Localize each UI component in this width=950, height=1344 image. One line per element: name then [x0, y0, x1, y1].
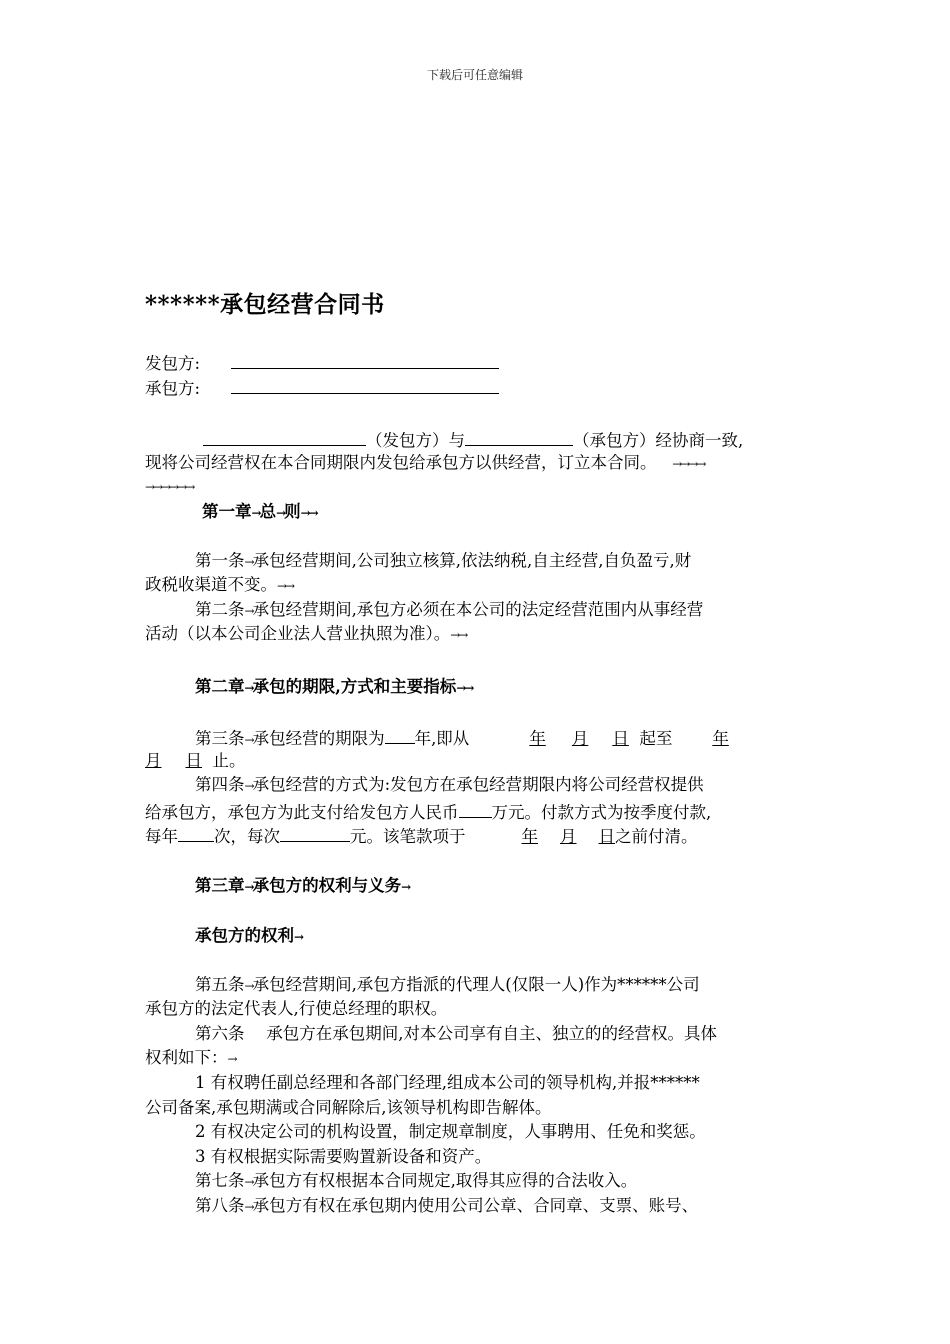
rights-subheading	[145, 924, 810, 949]
item-1-text-cont: 公司备案,承包期满或合同解除后,该领导机构即告解体。	[145, 1098, 552, 1117]
item-3-text: 3 有权根据实际需要购置新设备和资产。	[195, 1147, 492, 1166]
article-3-text-d: 止。	[212, 751, 246, 770]
intro-line-1	[145, 426, 810, 452]
arrow-mark: →	[401, 880, 410, 894]
arrow-mark: →	[244, 779, 253, 793]
arrow-mark: →	[244, 681, 253, 695]
end-year-label: 年	[712, 729, 729, 748]
chapter-3-title: 承包方的权利与义务	[252, 876, 402, 895]
article-4-line-3	[145, 822, 810, 848]
article-5-line-1	[145, 973, 810, 998]
chapter-2-label: 第二章	[195, 677, 245, 696]
end-month: 月	[145, 751, 162, 770]
contractor-name-blank	[465, 426, 573, 446]
arrow-marks: →→	[277, 579, 294, 593]
article-7-line	[145, 1169, 810, 1194]
article-4-text-c: 万元。付款方式为按季度付款,	[491, 803, 712, 822]
payment-month: 月	[560, 827, 577, 846]
article-3-label: 第三条	[195, 729, 245, 748]
item-2-line	[145, 1120, 810, 1143]
article-2-text-cont: 活动（以本公司企业法人营业执照为准）。	[145, 624, 451, 643]
document-title: ******承包经营合同书	[145, 291, 385, 318]
chapter-1-label: 第一章	[202, 502, 252, 521]
article-4-text-e: 次，每次	[214, 827, 280, 846]
arrow-mark: →	[244, 604, 253, 618]
header-note: 下载后可任意编辑	[426, 68, 523, 82]
payment-date	[466, 827, 616, 846]
end-year	[672, 729, 729, 748]
intro-text-c: 现将公司经营权在本合同期限内发包给承包方以供经营，订立本合同。	[145, 453, 657, 472]
arrow-mark: →	[251, 506, 260, 520]
arrow-marks: →→	[300, 506, 317, 520]
intro-line-2	[145, 451, 810, 476]
article-6-text: 第六条 承包方在承包期间,对本公司享有自主、独立的的经营权。具体	[195, 1024, 717, 1043]
chapter-2-title: 承包的期限,方式和主要指标	[252, 677, 457, 696]
contractor-line	[145, 374, 810, 400]
article-4-text-a: 承包经营的方式为:发包方在承包经营期限内将公司经营权提供	[252, 775, 704, 794]
article-7-text: 承包方有权根据本合同规定,取得其应得的合法收入。	[252, 1171, 638, 1190]
arrow-line	[145, 474, 810, 499]
chapter-1-title-a: 总	[259, 502, 277, 521]
article-2-line-2	[145, 622, 810, 647]
article-2-line-1	[145, 598, 810, 623]
contractor-label: 承包方:	[145, 379, 201, 398]
article-3-line-2	[145, 749, 810, 772]
article-1-label: 第一条	[195, 551, 245, 570]
article-5-label: 第五条	[195, 975, 245, 994]
article-1-text-cont: 政税收渠道不变。	[145, 575, 277, 594]
article-8-line	[145, 1194, 810, 1219]
rights-subheading-text: 承包方的权利	[195, 926, 294, 945]
issuer-label: 发包方:	[145, 354, 201, 373]
article-1-text: 承包经营期间,公司独立核算,依法纳税,自主经营,自负盈亏,财	[252, 551, 692, 570]
years-blank	[385, 724, 415, 744]
payment-year: 年	[521, 827, 538, 846]
article-4-text-d: 每年	[145, 827, 178, 846]
arrow-mark: →	[244, 733, 253, 747]
article-4-line-1	[145, 773, 810, 798]
article-5-line-2	[145, 997, 810, 1020]
article-5-text-cont: 承包方的法定代表人,行使总经理的职权。	[145, 999, 448, 1018]
article-4-text-b: 给承包方，承包方为此支付给发包方人民币	[145, 803, 459, 822]
article-4-text-g: 之前付清。	[615, 827, 698, 846]
item-1-line-1	[145, 1071, 810, 1094]
article-3-text-c: 起至	[639, 729, 673, 748]
arrow-mark: →	[294, 930, 303, 944]
chapter-1-heading	[145, 500, 810, 525]
article-3-text-b: 年,即从	[414, 729, 470, 748]
article-5-text: 承包经营期间,承包方指派的代理人(仅限一人)作为******公司	[252, 975, 700, 994]
arrow-marks: →→	[456, 681, 473, 695]
start-month: 月	[571, 729, 589, 748]
end-day: 日	[185, 751, 202, 770]
payment-day: 日	[598, 827, 615, 846]
article-6-text-cont: 权利如下：	[145, 1048, 228, 1067]
issuer-line	[145, 349, 810, 375]
times-blank	[178, 822, 214, 842]
article-8-label: 第八条	[195, 1196, 245, 1215]
article-4-text-f: 元。该笔款项于	[350, 827, 466, 846]
arrow-mark: →	[244, 1200, 253, 1214]
intro-text-a: （发包方）与	[366, 431, 465, 450]
article-3-line-1	[145, 724, 810, 752]
item-2-text: 2 有权决定公司的机构设置，制定规章制度，人事聘用、任免和奖惩。	[195, 1122, 706, 1141]
arrow-mark: →	[244, 979, 253, 993]
arrow-mark: →	[244, 1175, 253, 1189]
issuer-name-blank	[203, 426, 366, 446]
arrow-marks: →→→→	[672, 457, 705, 471]
arrow-mark: →	[244, 555, 253, 569]
article-2-label: 第二条	[195, 600, 245, 619]
arrow-mark: →	[276, 506, 285, 520]
arrow-mark: →	[244, 880, 253, 894]
intro-text-b: （承包方）经协商一致,	[573, 431, 744, 450]
item-1-line-2	[145, 1096, 810, 1119]
article-1-line-1	[145, 549, 810, 574]
contractor-blank	[231, 374, 499, 394]
article-6-line-2	[145, 1046, 810, 1071]
article-4-line-2	[145, 798, 810, 824]
chapter-3-label: 第三章	[195, 876, 245, 895]
chapter-3-heading	[145, 874, 810, 899]
article-3-text-a: 承包经营的期限为	[252, 729, 385, 748]
arrow-marks: →→→→→→	[145, 480, 194, 494]
start-day: 日	[612, 729, 629, 748]
chapter-1-title-b: 则	[284, 502, 301, 521]
item-3-line	[145, 1145, 810, 1168]
arrow-marks: →→	[450, 628, 467, 642]
chapter-2-heading	[145, 675, 810, 700]
arrow-mark: →	[227, 1052, 236, 1066]
start-date	[469, 729, 629, 748]
article-7-label: 第七条	[195, 1171, 245, 1190]
amount-blank	[459, 798, 492, 818]
article-2-text: 承包经营期间,承包方必须在本公司的法定经营范围内从事经营	[252, 600, 704, 619]
end-date	[145, 751, 202, 770]
item-1-text: 1 有权聘任副总经理和各部门经理,组成本公司的领导机构,并报******	[195, 1073, 700, 1092]
article-8-text: 承包方有权在承包期内使用公司公章、合同章、支票、账号、	[252, 1196, 699, 1215]
each-amount-blank	[280, 822, 350, 842]
article-6-line-1	[145, 1022, 810, 1045]
article-4-label: 第四条	[195, 775, 245, 794]
start-year: 年	[529, 729, 546, 748]
issuer-blank	[231, 349, 499, 369]
article-1-line-2	[145, 573, 810, 598]
